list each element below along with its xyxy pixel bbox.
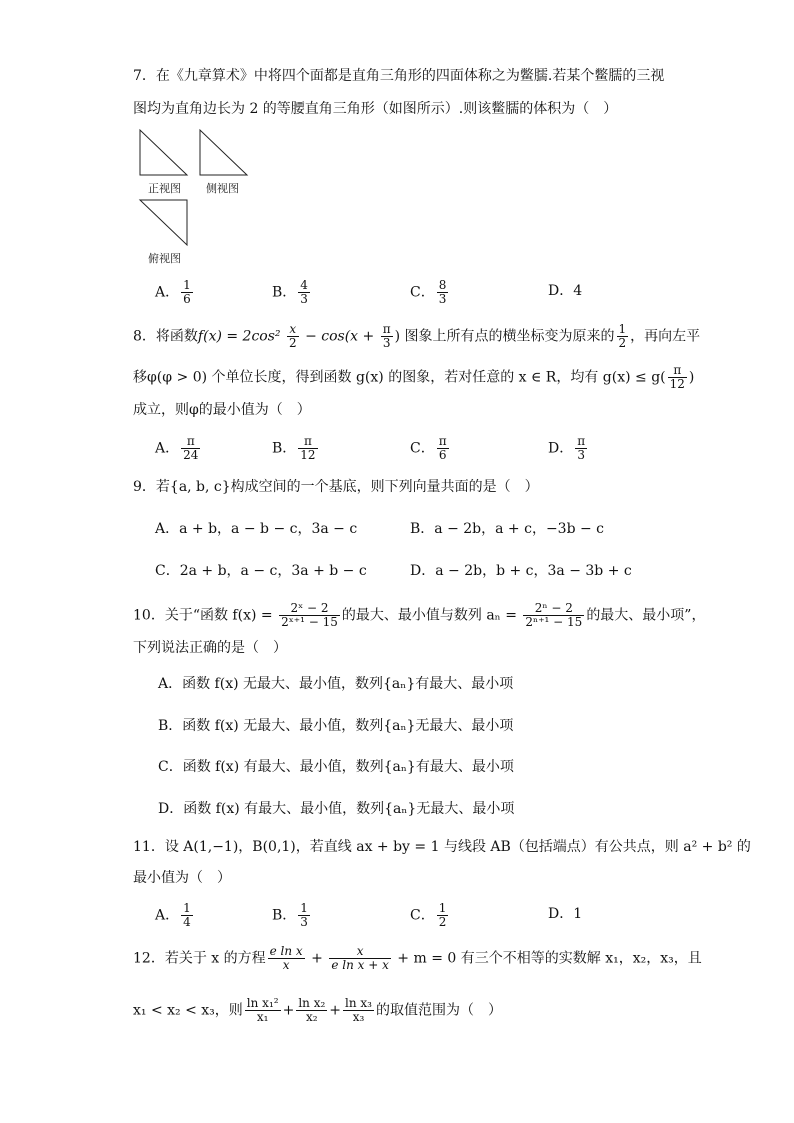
q11-option-c[interactable]: C． $\frac{1}{2}$ <box>410 901 447 929</box>
q8-option-a[interactable]: A． $\frac{\pi}{24}$ <box>155 434 199 462</box>
front-view-triangle <box>140 130 187 175</box>
q7-option-a[interactable]: A． $\frac{1}{6}$ <box>155 278 191 306</box>
q10-stem-line1: 10．关于“函数 f(x) = $\frac{\text{2ˣ − 2}}{\text{2ˣ⁺¹ − 15}}$ 的最大、最小值与数列 aₙ = $\frac{\text{2ⁿ − 2}}{\text{2ⁿ⁺¹ − 15}}$ 的最大、最小项”， <box>133 601 706 629</box>
q8-option-c[interactable]: C． $\frac{\pi}{6}$ <box>410 434 447 462</box>
q9-option-c[interactable]: C．2a + b，a − c，3a + b − c <box>155 563 367 579</box>
q8-option-b[interactable]: B． $\frac{\pi}{12}$ <box>272 434 316 462</box>
q8-stem-line3: 成立，则φ的最小值为（ ） <box>133 402 311 418</box>
q10-stem-line2: 下列说法正确的是（ ） <box>133 640 287 656</box>
q11-option-a[interactable]: A． $\frac{1}{4}$ <box>155 901 191 929</box>
q11-option-d[interactable]: D．1 <box>548 906 583 922</box>
q10-option-b[interactable]: B．函数 f(x) 无最大、最小值，数列{aₙ}无最大、最小项 <box>158 718 514 734</box>
front-view-label: 正视图 <box>148 182 181 195</box>
q7-option-b[interactable]: B． $\frac{4}{3}$ <box>272 278 308 306</box>
fraction: $\frac{8}{3}$ <box>438 278 447 306</box>
q10-option-c[interactable]: C．函数 f(x) 有最大、最小值，数列{aₙ}有最大、最小项 <box>158 759 514 775</box>
q11-stem-line2: 最小值为（ ） <box>133 870 231 886</box>
fraction: $\frac{4}{3}$ <box>300 278 308 306</box>
q9-option-d[interactable]: D．a − 2b，b + c，3a − 3b + c <box>410 563 632 579</box>
q7-option-c[interactable]: C． $\frac{8}{3}$ <box>410 278 447 306</box>
q11-option-b[interactable]: B． $\frac{1}{3}$ <box>272 901 308 929</box>
q9-stem: 9．若{a, b, c}构成空间的一个基底，则下列向量共面的是（ ） <box>133 479 539 495</box>
q10-option-a[interactable]: A．函数 f(x) 无最大、最小值，数列{aₙ}有最大、最小项 <box>158 676 514 692</box>
q7-stem-line2: 图均为直角边长为 2 的等腰直角三角形（如图所示）.则该鳖臑的体积为（ ） <box>133 101 618 117</box>
q12-stem-line2: x₁ < x₂ < x₃，则 $\frac{\text{ln x₁²}}{\text{x₁}}$ + $\frac{\text{ln x₂}}{\text{x₂}}$ + $\frac{\text{ln x₃}}{\text{x₃}}$ 的取值范围为（ ） <box>133 996 502 1024</box>
top-view-label: 俯视图 <box>148 252 181 265</box>
side-view-label: 侧视图 <box>206 182 239 195</box>
q8-stem-line2: 移φ(φ > 0) 个单位长度，得到函数 g(x) 的图象，若对任意的 x ∈ R，均有 g(x) ≤ g( $\frac{\pi}{12}$ ) <box>133 363 695 391</box>
q8-stem-line1: 8．将函数f(x) = 2cos² $\frac{x}{2}$ − cos(x + $\frac{\pi}{3}$ ) 图象上所有点的横坐标变为原来的 $\frac{1}{2}$ ，再向左平 <box>133 322 701 350</box>
q10-option-d[interactable]: D．函数 f(x) 有最大、最小值，数列{aₙ}无最大、最小项 <box>158 801 515 817</box>
q7-option-d[interactable]: D．4 <box>548 283 583 299</box>
q9-option-b[interactable]: B．a − 2b，a + c，−3b − c <box>410 521 605 537</box>
top-view-triangle <box>140 200 187 245</box>
side-view-triangle <box>200 130 247 175</box>
q12-stem-line1: 12．若关于 x 的方程 $\frac{\text{e ln x}}{x}$ + $\frac{x}{\text{e ln x + x}}$ + m = 0 有三个不相等的实数解 x₁，x₂，x₃，且 <box>133 944 702 972</box>
q9-option-a[interactable]: A．a + b，a − b − c，3a − c <box>155 521 358 537</box>
fraction: $\frac{1}{6}$ <box>183 278 191 306</box>
q11-stem-line1: 11．设 A(1,−1)，B(0,1)，若直线 ax + by = 1 与线段 AB（包括端点）有公共点，则 a² + b² 的 <box>133 839 751 855</box>
q8-option-d[interactable]: D． $\frac{\pi}{3}$ <box>548 434 586 462</box>
q7-stem-line1: 7．在《九章算术》中将四个面都是直角三角形的四面体称之为鳖臑.若某个鳖臑的三视 <box>133 68 665 84</box>
